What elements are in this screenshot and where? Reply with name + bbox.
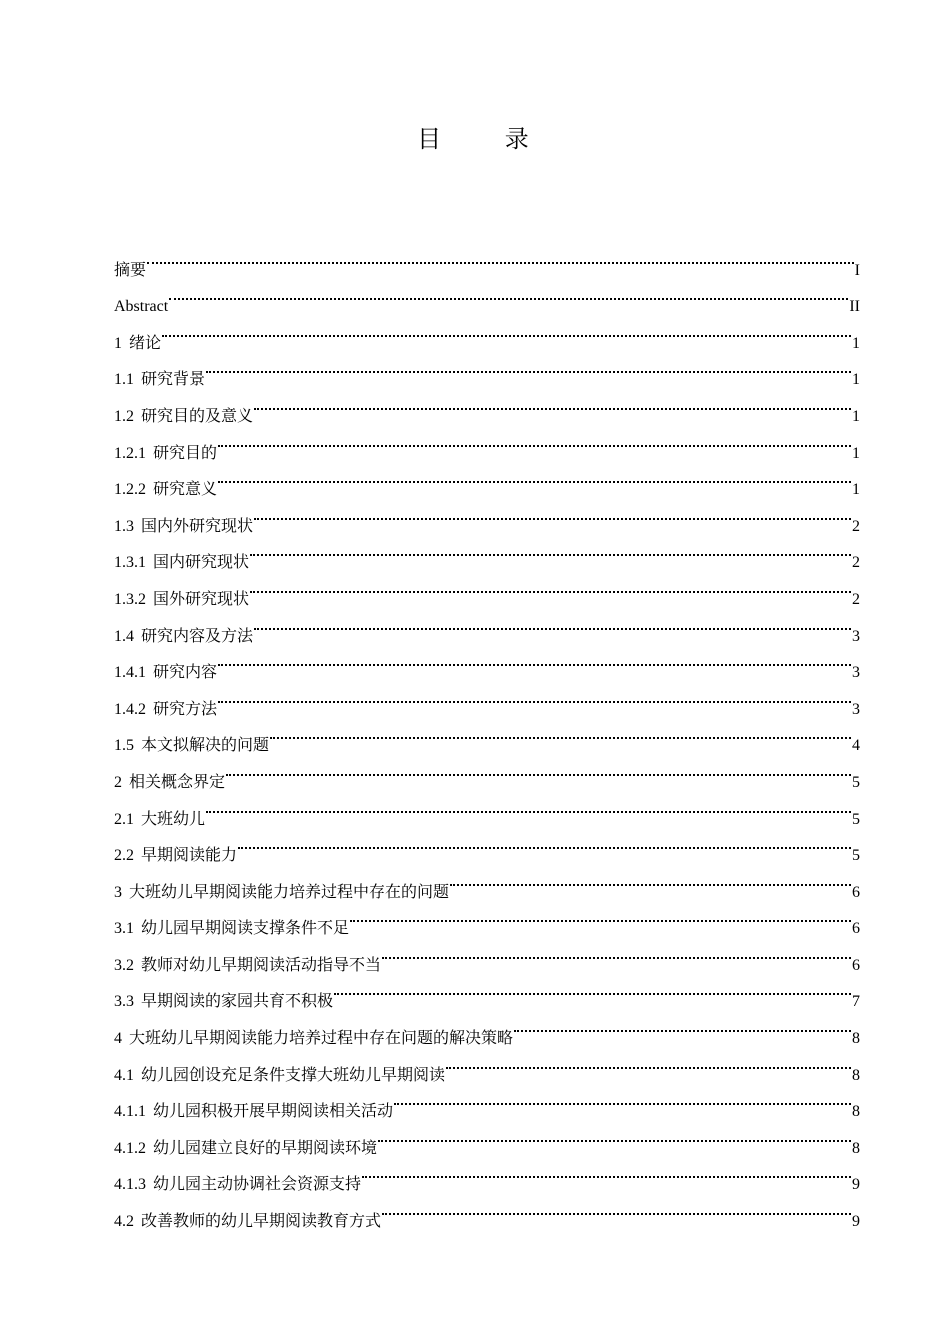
toc-entry-page: 1 bbox=[852, 444, 860, 462]
toc-entry-number: 2.1 bbox=[114, 810, 134, 828]
toc-entry-page: 7 bbox=[852, 993, 860, 1011]
toc-entry-number: 1 bbox=[114, 334, 122, 352]
toc-entry-text: 研究目的及意义 bbox=[141, 407, 254, 425]
toc-entry[interactable] bbox=[114, 384, 860, 425]
toc-entry-text: 国内研究现状 bbox=[153, 554, 250, 572]
toc-entry-page: 6 bbox=[852, 920, 860, 938]
toc-entry-page: 3 bbox=[852, 627, 860, 645]
toc-entry-page: 8 bbox=[852, 1066, 860, 1084]
toc-entry[interactable] bbox=[114, 750, 860, 791]
toc-entry[interactable] bbox=[114, 787, 860, 828]
toc-entry[interactable] bbox=[114, 494, 860, 535]
toc-entry-number: 3.3 bbox=[114, 993, 134, 1011]
toc-entry-text: 相关概念界定 bbox=[129, 773, 226, 791]
dot-leader bbox=[450, 860, 851, 897]
toc-entry-text: 研究内容 bbox=[153, 664, 218, 682]
toc-entry-text: 改善教师的幼儿早期阅读教育方式 bbox=[141, 1213, 382, 1231]
toc-entry-page: 9 bbox=[852, 1176, 860, 1194]
toc-entry-text: 绪论 bbox=[129, 334, 162, 352]
toc-entry-text: 幼儿园创设充足条件支撑大班幼儿早期阅读 bbox=[141, 1066, 446, 1084]
toc-entry-page: 8 bbox=[852, 1030, 860, 1048]
dot-leader bbox=[378, 1116, 851, 1153]
toc-entry-text: 研究目的 bbox=[153, 444, 218, 462]
toc-entry[interactable] bbox=[114, 311, 860, 352]
dot-leader bbox=[362, 1153, 851, 1190]
dot-leader bbox=[218, 677, 851, 714]
toc-entry-number: 3 bbox=[114, 883, 122, 901]
toc-entry-text: Abstract bbox=[114, 298, 169, 316]
toc-entry-page: 6 bbox=[852, 956, 860, 974]
toc-entry[interactable] bbox=[114, 275, 860, 316]
toc-entry-text: 教师对幼儿早期阅读活动指导不当 bbox=[141, 956, 382, 974]
toc-entry-page: II bbox=[849, 298, 860, 316]
dot-leader bbox=[218, 641, 851, 678]
toc-entry-page: 9 bbox=[852, 1213, 860, 1231]
toc-title: 目 录 bbox=[417, 125, 557, 153]
toc-entry-number: 2 bbox=[114, 773, 122, 791]
toc-entry-text: 研究背景 bbox=[141, 371, 206, 389]
toc-entry-number: 2.2 bbox=[114, 847, 134, 865]
dot-leader bbox=[350, 897, 851, 934]
dot-leader bbox=[226, 750, 851, 787]
toc-entry-text: 幼儿园建立良好的早期阅读环境 bbox=[153, 1139, 378, 1157]
toc-entry-text: 早期阅读的家园共育不积极 bbox=[141, 993, 334, 1011]
toc-entry-text: 大班幼儿早期阅读能力培养过程中存在问题的解决策略 bbox=[129, 1030, 514, 1048]
toc-list bbox=[114, 238, 860, 1231]
toc-entry-number: 3.1 bbox=[114, 920, 134, 938]
toc-entry-page: 2 bbox=[852, 554, 860, 572]
dot-leader bbox=[394, 1080, 851, 1117]
toc-entry-number: 3.2 bbox=[114, 956, 134, 974]
dot-leader bbox=[218, 421, 851, 458]
toc-entry-text: 摘要 bbox=[114, 261, 147, 279]
toc-entry-page: 4 bbox=[852, 737, 860, 755]
toc-entry-number: 1.3 bbox=[114, 517, 134, 535]
dot-leader bbox=[147, 238, 854, 275]
toc-entry-page: 6 bbox=[852, 883, 860, 901]
toc-entry-text: 大班幼儿 bbox=[141, 810, 206, 828]
toc-entry-text: 幼儿园积极开展早期阅读相关活动 bbox=[153, 1103, 394, 1121]
dot-leader bbox=[250, 531, 851, 568]
toc-entry[interactable] bbox=[114, 641, 860, 682]
toc-entry-page: 8 bbox=[852, 1103, 860, 1121]
toc-entry-text: 研究方法 bbox=[153, 700, 218, 718]
toc-entry-text: 研究意义 bbox=[153, 481, 218, 499]
toc-entry-page: 1 bbox=[852, 334, 860, 352]
toc-entry-number: 1.1 bbox=[114, 371, 134, 389]
toc-entry-page: 3 bbox=[852, 664, 860, 682]
toc-entry-page: 3 bbox=[852, 700, 860, 718]
dot-leader bbox=[254, 494, 851, 531]
toc-entry-page: 2 bbox=[852, 590, 860, 608]
toc-entry-number: 1.4 bbox=[114, 627, 134, 645]
toc-entry-number: 1.2.1 bbox=[114, 444, 146, 462]
toc-entry-text: 本文拟解决的问题 bbox=[141, 737, 270, 755]
toc-entry-number: 1.3.1 bbox=[114, 554, 146, 572]
dot-leader bbox=[206, 787, 851, 824]
toc-entry-number: 4.1.1 bbox=[114, 1103, 146, 1121]
dot-leader bbox=[250, 567, 851, 604]
toc-entry[interactable] bbox=[114, 348, 860, 389]
toc-entry-number: 1.2.2 bbox=[114, 481, 146, 499]
toc-entry-number: 1.4.1 bbox=[114, 664, 146, 682]
toc-entry-number: 1.3.2 bbox=[114, 590, 146, 608]
toc-entry-page: 5 bbox=[852, 773, 860, 791]
dot-leader bbox=[169, 275, 848, 312]
toc-entry-number: 4 bbox=[114, 1030, 122, 1048]
dot-leader bbox=[254, 604, 851, 641]
toc-entry-number: 1.2 bbox=[114, 407, 134, 425]
toc-entry-page: 1 bbox=[852, 371, 860, 389]
toc-entry-text: 大班幼儿早期阅读能力培养过程中存在的问题 bbox=[129, 883, 450, 901]
dot-leader bbox=[270, 714, 851, 751]
toc-entry-page: 1 bbox=[852, 481, 860, 499]
dot-leader bbox=[334, 970, 851, 1007]
toc-entry-number: 4.1 bbox=[114, 1066, 134, 1084]
dot-leader bbox=[218, 458, 851, 495]
toc-entry[interactable] bbox=[114, 238, 860, 279]
dot-leader bbox=[514, 1006, 851, 1043]
dot-leader bbox=[254, 384, 851, 421]
toc-entry[interactable] bbox=[114, 458, 860, 499]
toc-entry-page: 8 bbox=[852, 1139, 860, 1157]
dot-leader bbox=[382, 933, 851, 970]
dot-leader bbox=[206, 348, 851, 385]
toc-entry-page: 2 bbox=[852, 517, 860, 535]
toc-entry[interactable] bbox=[114, 421, 860, 462]
toc-entry-number: 4.1.3 bbox=[114, 1176, 146, 1194]
toc-entry-page: 5 bbox=[852, 847, 860, 865]
dot-leader bbox=[382, 1189, 851, 1226]
toc-entry[interactable] bbox=[114, 714, 860, 755]
toc-entry-text: 研究内容及方法 bbox=[141, 627, 254, 645]
toc-entry-page: 1 bbox=[852, 407, 860, 425]
toc-entry-text: 国内外研究现状 bbox=[141, 517, 254, 535]
toc-entry[interactable] bbox=[114, 677, 860, 718]
toc-entry-number: 4.2 bbox=[114, 1213, 134, 1231]
toc-entry-number: 1.5 bbox=[114, 737, 134, 755]
dot-leader bbox=[162, 311, 851, 348]
dot-leader bbox=[446, 1043, 851, 1080]
toc-entry-page: I bbox=[854, 261, 860, 279]
toc-entry-text: 幼儿园早期阅读支撑条件不足 bbox=[141, 920, 350, 938]
toc-entry-number: 1.4.2 bbox=[114, 700, 146, 718]
dot-leader bbox=[238, 824, 851, 861]
toc-entry-page: 5 bbox=[852, 810, 860, 828]
toc-entry-text: 幼儿园主动协调社会资源支持 bbox=[153, 1176, 362, 1194]
toc-entry-text: 早期阅读能力 bbox=[141, 847, 238, 865]
toc-entry-text: 国外研究现状 bbox=[153, 590, 250, 608]
toc-entry-number: 4.1.2 bbox=[114, 1139, 146, 1157]
toc-entry[interactable] bbox=[114, 824, 860, 865]
